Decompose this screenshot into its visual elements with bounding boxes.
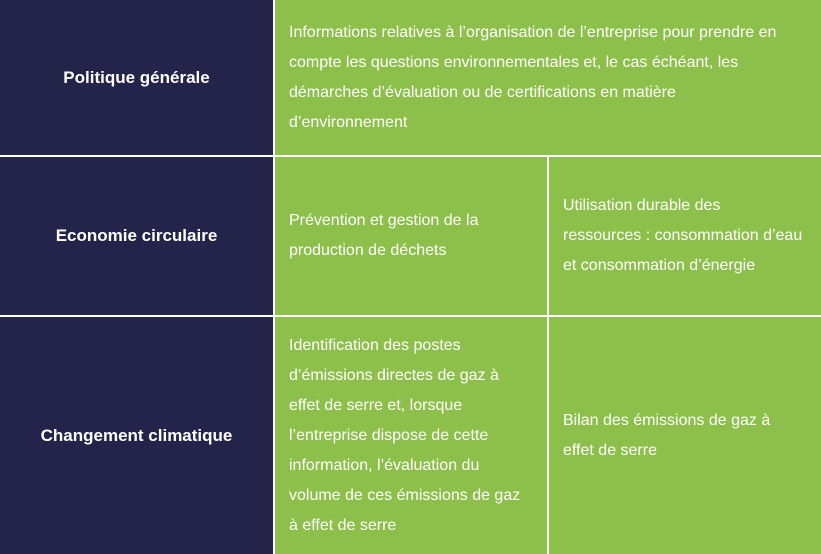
row-header-economie-circulaire (0, 157, 273, 315)
table-cell-emissions-directes (275, 317, 547, 554)
table-cell-ressources (549, 157, 821, 315)
row-header-politique-generale (0, 0, 273, 155)
table-cell-dechets (275, 157, 547, 315)
row-header-label: Politique générale (63, 67, 210, 87)
row-header-label: Changement climatique (40, 425, 233, 445)
cell-text: Identification des postes d’émissions directes de gaz à effet de serre et, lorsque l’entreprise dispose de cette information, l’évaluation du volume de ces émissions de gaz à effet de serre (289, 336, 521, 534)
cell-text: Utilisation durable des ressources : consommation d’eau et consommation d’énergie (563, 197, 803, 274)
cell-text: Prévention et gestion de la production de déchets (289, 212, 479, 259)
cell-text: Informations relatives à l’organisation de l’entreprise pour prendre en compte les questions environnementales et, le cas échéant, les démarches d’évaluation ou de certifications en matière d’environnement (289, 23, 777, 131)
cell-text: Bilan des émissions de gaz à effet de serre (563, 411, 771, 459)
row-header-changement-climatique (0, 317, 273, 554)
row-header-label: Economie circulaire (55, 226, 218, 245)
table-cell-bilan-emissions (549, 317, 821, 554)
table-cell-politique-generale (275, 0, 821, 155)
